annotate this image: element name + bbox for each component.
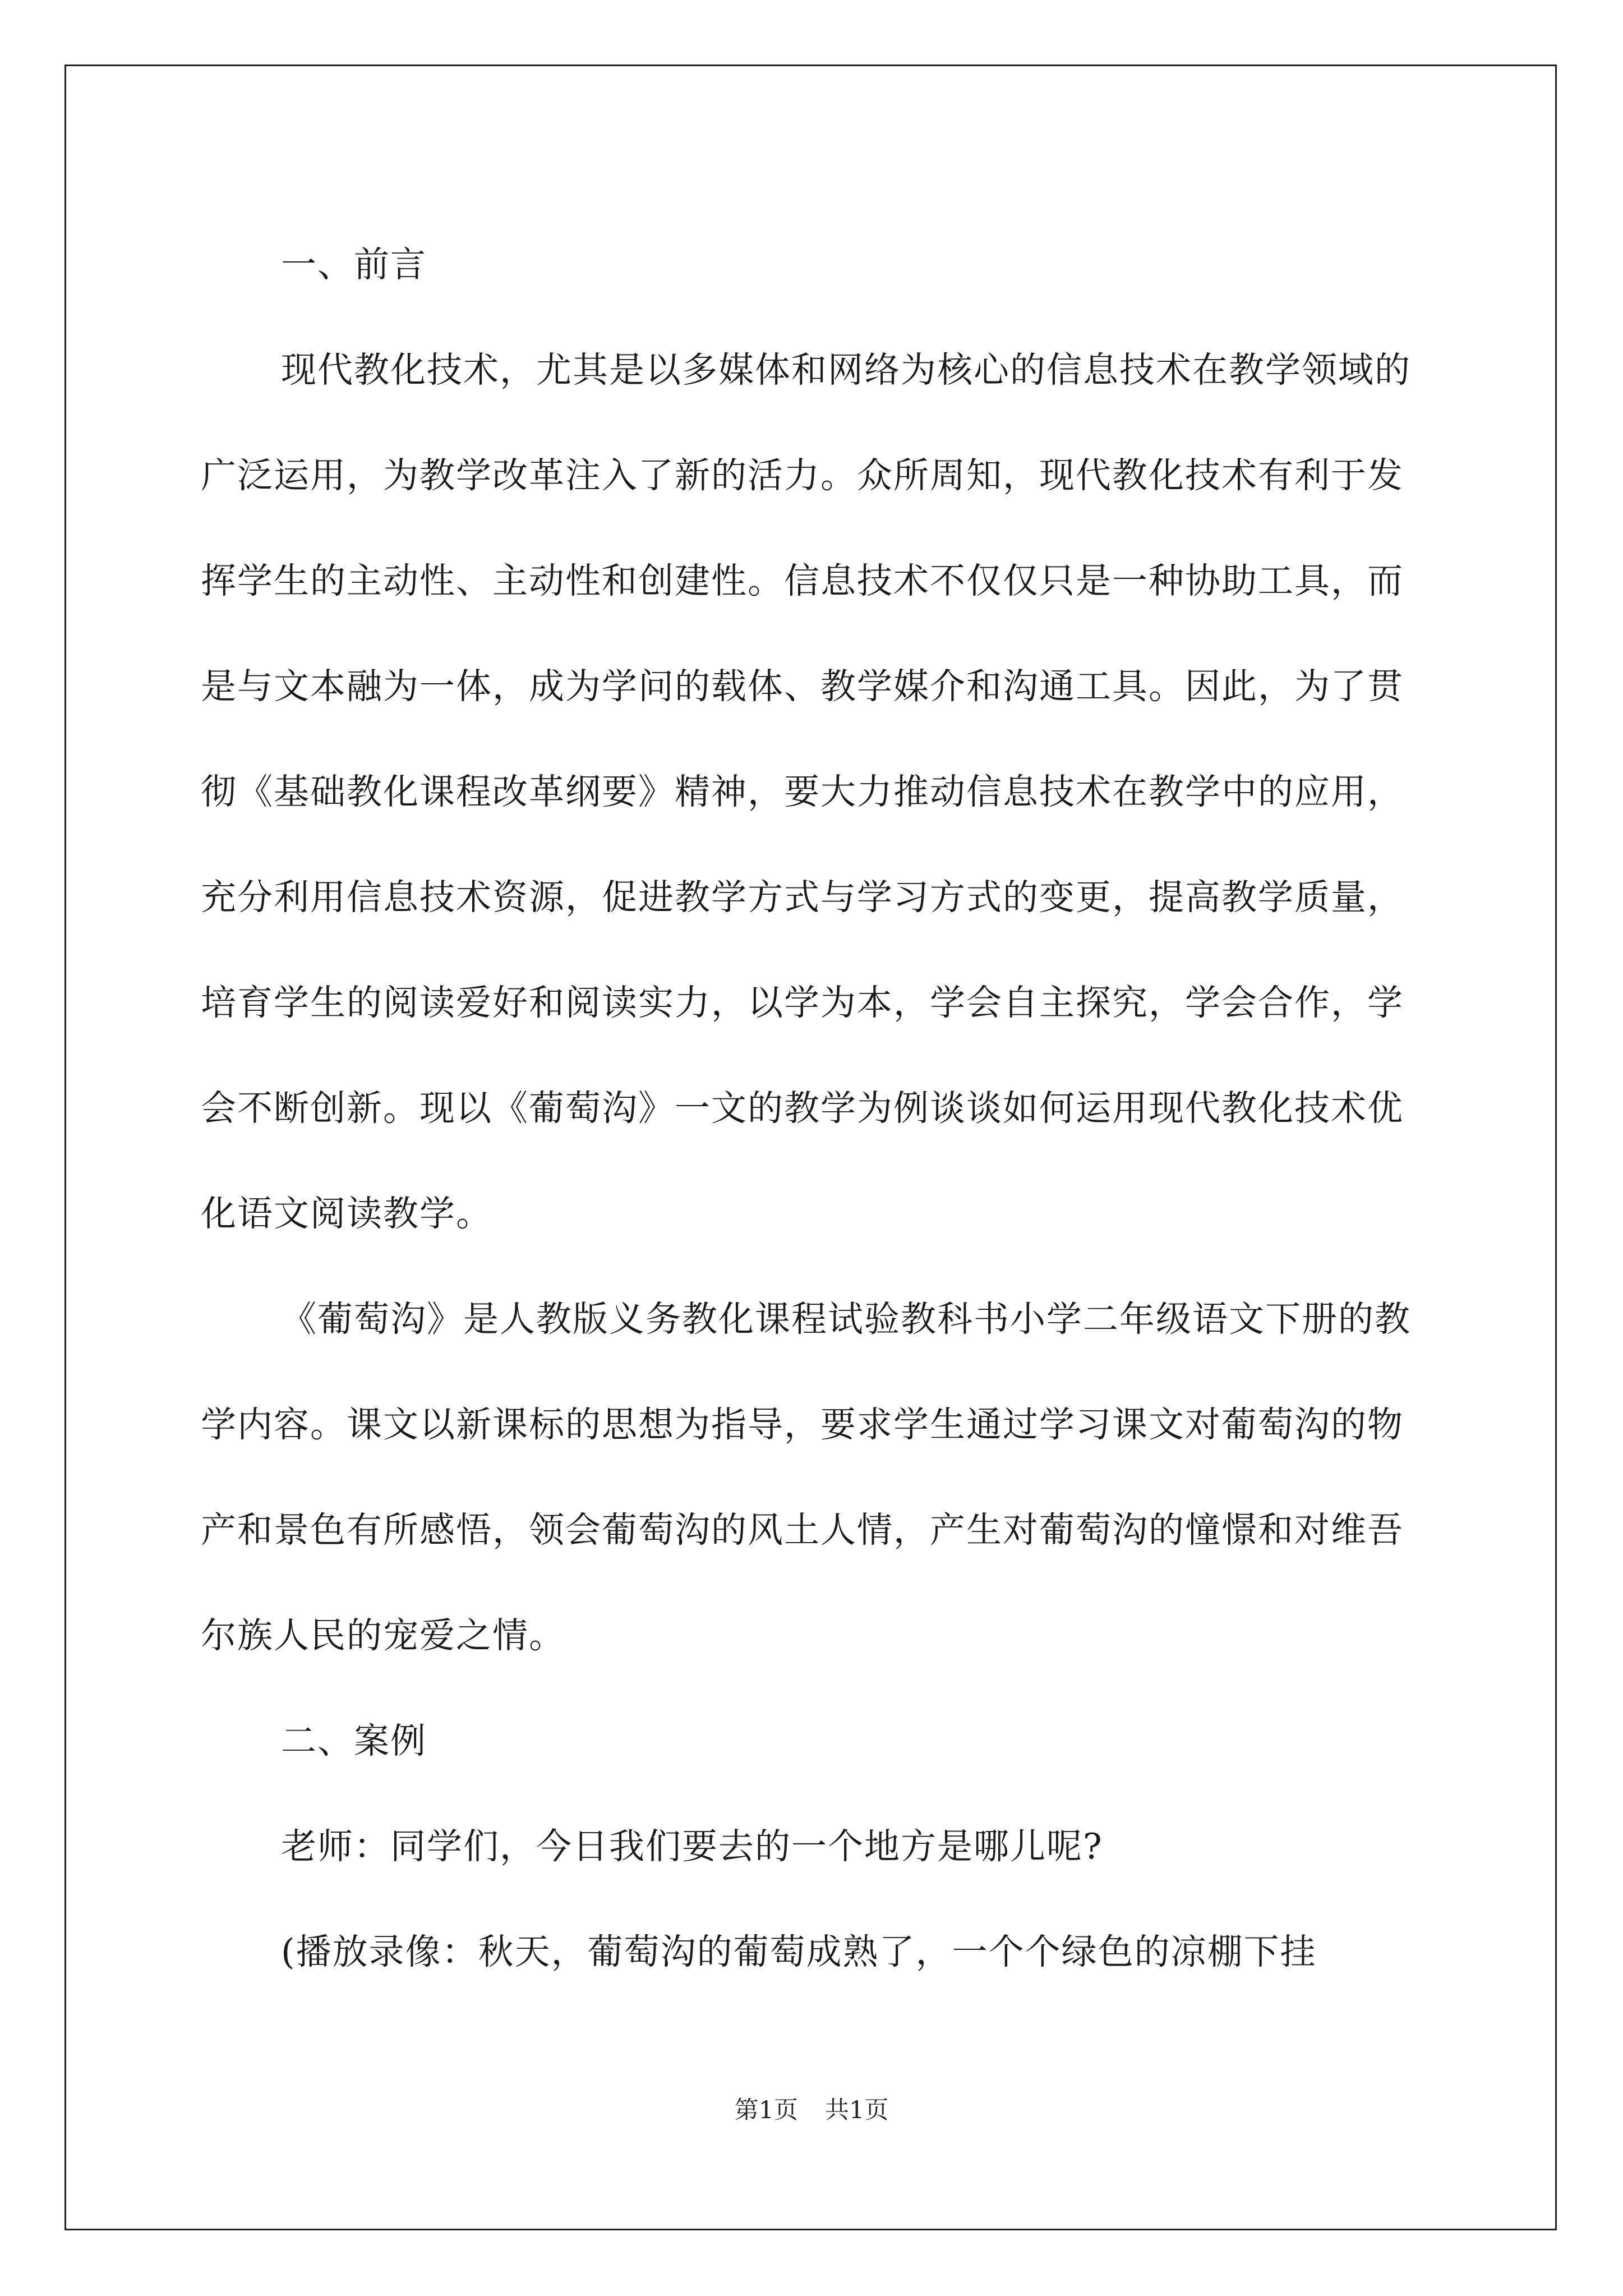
page-number: 第1页 <box>734 2096 798 2124</box>
section-heading: 二、案例 <box>281 1720 427 1761</box>
body-paragraph: 《葡萄沟》是人教版义务教化课程试验教科书小学二年级语文下册的教学内容。课文以新课标的思想为指导，要求学生通过学习课文对葡萄沟的物产和景色有所感悟，领会葡萄沟的风土人情，产生对葡萄沟的憧憬和对维吾尔族人民的宠爱之情。 <box>201 1299 1411 1656</box>
page-total: 共1页 <box>825 2096 889 2124</box>
body-paragraph: (播放录像：秋天，葡萄沟的葡萄成熟了，一个个绿色的凉棚下挂 <box>281 1931 1317 1972</box>
section-heading: 一、前言 <box>281 244 427 285</box>
document-body <box>201 212 1435 2005</box>
page-footer <box>0 2091 1623 2125</box>
body-paragraph: 现代教化技术，尤其是以多媒体和网络为核心的信息技术在教学领域的广泛运用，为教学改革注入了新的活力。众所周知，现代教化技术有利于发挥学生的主动性、主动性和创建性。信息技术不仅仅只是一种协助工具，而是与文本融为一体，成为学问的载体、教学媒介和沟通工具。因此，为了贯彻《基础教化课程改革纲要》精神，要大力推动信息技术在教学中的应用，充分利用信息技术资源，促进教学方式与学习方式的变更，提高教学质量，培育学生的阅读爱好和阅读实力，以学为本，学会自主探究，学会合作，学会不断创新。现以《葡萄沟》一文的教学为例谈谈如何运用现代教化技术优化语文阅读教学。 <box>201 349 1411 1234</box>
dialogue-line: 老师：同学们，今日我们要去的一个地方是哪儿呢? <box>281 1826 1103 1867</box>
